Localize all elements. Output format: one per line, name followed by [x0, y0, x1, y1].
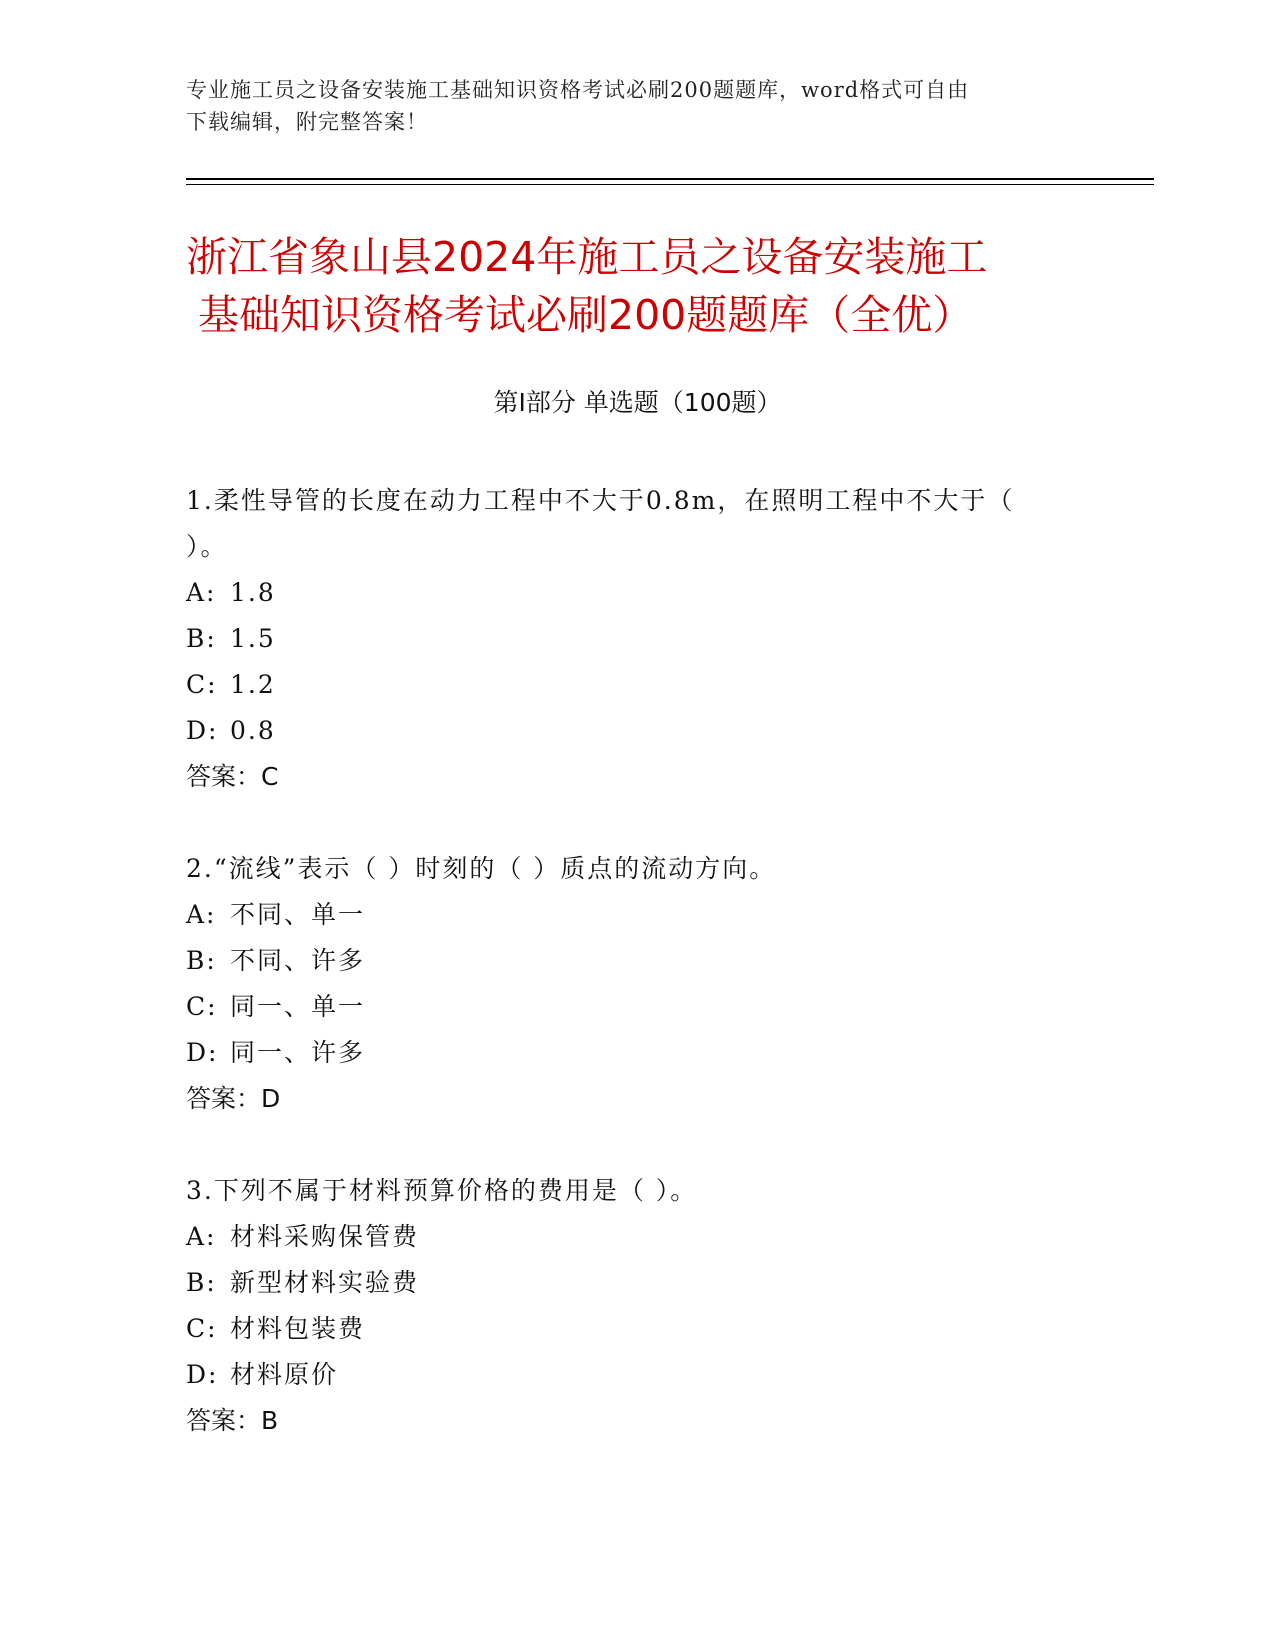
document-title — [186, 228, 1106, 344]
option-c — [186, 984, 1086, 1030]
option-c — [186, 662, 1086, 708]
header-note-line1: 专业施工员之设备安装施工基础知识资格考试必刷200题题库，word格式可自由 — [186, 78, 970, 102]
option-b — [186, 938, 1086, 984]
option-a — [186, 892, 1086, 938]
question-list — [186, 478, 1086, 1490]
option-d — [186, 708, 1086, 754]
option-key: C: — [186, 1314, 218, 1343]
option-key: A: — [186, 578, 217, 607]
question-stem — [186, 478, 1086, 570]
option-key: C: — [186, 992, 218, 1021]
question-stem — [186, 846, 1086, 892]
option-key: A: — [186, 900, 217, 929]
question-stem — [186, 1168, 1086, 1214]
option-text: 新型材料实验费 — [230, 1268, 420, 1297]
option-a — [186, 570, 1086, 616]
option-text: 不同、许多 — [230, 946, 366, 975]
question-stem-line1: 1.柔性导管的长度在动力工程中不大于0.8m，在照明工程中不大于（ — [186, 486, 1015, 515]
option-b — [186, 616, 1086, 662]
question-stem-line1: 3.下列不属于材料预算价格的费用是（ ）。 — [186, 1176, 698, 1205]
option-text: 材料原价 — [230, 1360, 339, 1389]
option-d — [186, 1352, 1086, 1398]
section-title: 第Ⅰ部分 单选题（100题） — [493, 388, 782, 417]
header-rule-thick — [186, 178, 1154, 180]
option-key: B: — [186, 946, 217, 975]
option-text: 同一、单一 — [230, 992, 366, 1021]
option-key: B: — [186, 1268, 217, 1297]
option-key: D: — [186, 716, 219, 745]
question-stem-line2: ）。 — [186, 532, 228, 561]
option-text: 材料包装费 — [230, 1314, 366, 1343]
header-rule-thin — [186, 184, 1154, 185]
option-text: 不同、单一 — [230, 900, 366, 929]
option-text: 0.8 — [230, 716, 276, 745]
option-c — [186, 1306, 1086, 1352]
option-a — [186, 1214, 1086, 1260]
document-title-line2: 基础知识资格考试必刷200题题库（全优） — [198, 291, 974, 339]
option-text: 材料采购保管费 — [230, 1222, 420, 1251]
header-note — [186, 74, 1086, 138]
header-note-line2: 下载编辑，附完整答案！ — [186, 110, 428, 134]
question-stem-line1: 2.“流线”表示（ ）时刻的（ ）质点的流动方向。 — [186, 854, 777, 883]
answer: 答案：D — [186, 1084, 281, 1113]
option-key: D: — [186, 1360, 219, 1389]
option-text: 同一、许多 — [230, 1038, 366, 1067]
answer: 答案：C — [186, 762, 279, 791]
question-3 — [186, 1168, 1086, 1444]
option-key: B: — [186, 624, 217, 653]
option-d — [186, 1030, 1086, 1076]
option-key: C: — [186, 670, 218, 699]
option-text: 1.5 — [230, 624, 276, 653]
answer: 答案：B — [186, 1406, 279, 1435]
option-key: D: — [186, 1038, 219, 1067]
question-2 — [186, 846, 1086, 1122]
question-1 — [186, 478, 1086, 800]
option-key: A: — [186, 1222, 217, 1251]
document-title-line1: 浙江省象山县2024年施工员之设备安装施工 — [186, 233, 988, 281]
option-text: 1.2 — [230, 670, 276, 699]
option-b — [186, 1260, 1086, 1306]
option-text: 1.8 — [230, 578, 276, 607]
